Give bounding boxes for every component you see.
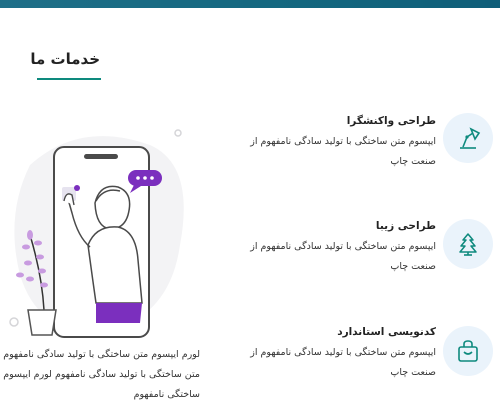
service-description: ایپسوم متن ساختگی با تولید سادگی نامفهوم از صنعت چاپ (250, 241, 436, 272)
service-title: کدنویسی استاندارد (337, 326, 436, 338)
service-item (0, 110, 500, 190)
service-item (0, 215, 500, 295)
desk-lamp-icon (455, 125, 481, 151)
service-description: ایپسوم متن ساختگی با تولید سادگی نامفهوم از صنعت چاپ (250, 347, 436, 378)
top-accent-bar (0, 0, 500, 8)
service-icon-circle (443, 326, 493, 376)
service-icon-circle (443, 219, 493, 269)
section-title: خدمات ما (30, 50, 100, 68)
service-icon-circle (443, 113, 493, 163)
service-title: طراحی واکنشگرا (346, 115, 436, 127)
service-title: طراحی زیبا (375, 220, 436, 232)
shopping-bag-icon (455, 338, 481, 364)
title-underline (37, 78, 101, 80)
service-description: ایپسوم متن ساختگی با تولید سادگی نامفهوم از صنعت چاپ (250, 136, 436, 167)
tree-icon (455, 231, 481, 257)
intro-paragraph: لورم ایپسوم متن ساختگی با تولید سادگی نامفهوم متن ساختگی با تولید سادگی نامفهوم لورم ایپسوم ساختگی نامفهوم (3, 349, 200, 400)
